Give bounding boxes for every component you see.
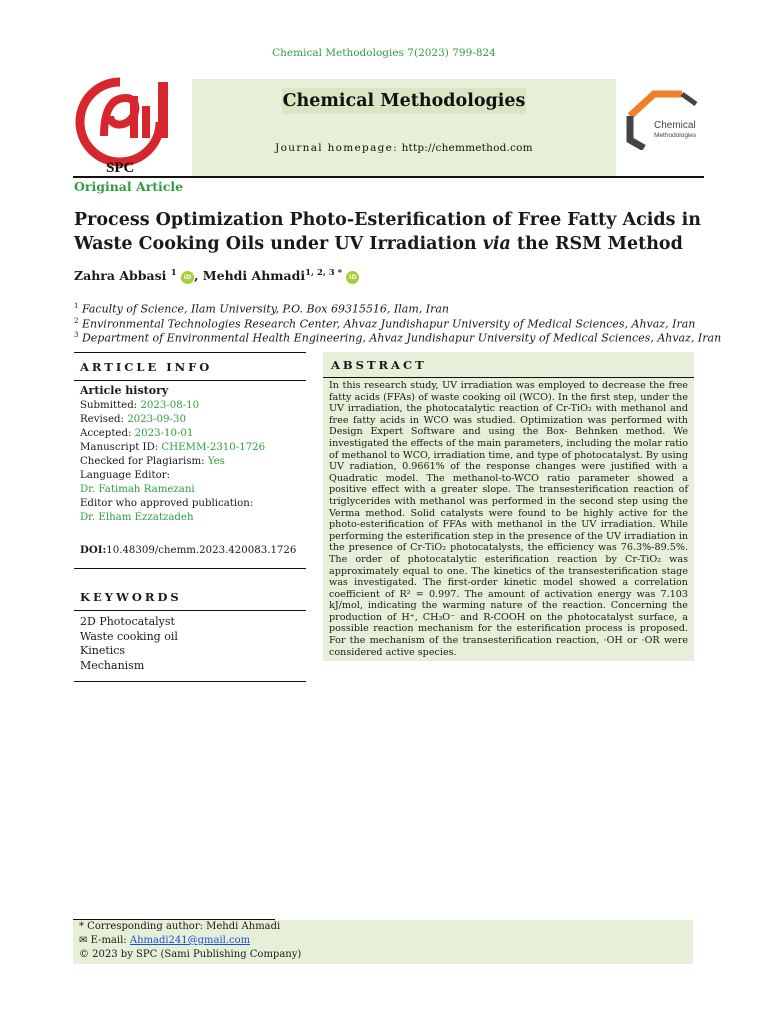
affiliation: $^1$ Faculty of Science, Ilam University, P.O. Box 69315516, Ilam, Iran	[74, 302, 450, 316]
journal-homepage	[192, 142, 616, 154]
keyword: Mechanism	[80, 658, 145, 672]
abstract-line: photo-esterification of FFAs with methanol in the UV irradiation. While	[329, 519, 688, 531]
abstract-line: For the mechanism of the transesterification reaction, ·OH or ·OR were	[329, 635, 688, 647]
abstract-line: triglycerides with methanol was performed in the second step using the	[329, 495, 688, 507]
abstract-line: considered active species.	[329, 646, 457, 658]
abstract-heading: ABSTRACT	[323, 352, 694, 377]
homepage-label: Journal homepage:	[275, 142, 399, 154]
keyword: Waste cooking oil	[80, 629, 178, 643]
keyword: Kinetics	[80, 644, 126, 657]
abstract-line: production of H⁺, CH₃O⁻ and R-COOH on the photocatalyst surface, a	[329, 611, 688, 623]
email-line: ✉ E-mail: Ahmadi241@gmail.com	[79, 935, 251, 946]
abstract-line: positive effect with a greater slope. The transesterification reaction of	[329, 484, 688, 496]
accepted-date: Accepted: 2023-10-01	[80, 428, 194, 439]
article-type: Original Article	[74, 179, 184, 194]
abstract-line: was investigated. The first-order kinetic model showed a correlation	[329, 577, 688, 589]
homepage-url[interactable]: http://chemmethod.com	[401, 142, 533, 154]
spc-logo	[74, 76, 178, 176]
divider	[74, 568, 306, 569]
abstract-line: UV radiation, 0.9661% of the response changes were justified with a	[329, 461, 688, 473]
divider	[74, 681, 306, 682]
affiliation: $^3$ Department of Environmental Health Engineering, Ahvaz Jundishapur University of Medical Sciences, Ahvaz, Iran	[74, 331, 722, 345]
submitted-date: Submitted: 2023-08-10	[80, 400, 200, 411]
language-editor: Dr. Fatimah Ramezani	[80, 484, 195, 495]
abstract-line: The order of photocatalytic esterification reaction by Cr-TiO₂ was	[329, 553, 688, 565]
abstract-line: coefficient of R² = 0.997. The amount of activation energy was 7.103	[329, 588, 688, 600]
plagiarism-check: Checked for Plagiarism: Yes	[80, 456, 225, 467]
orcid-icon[interactable]: iD	[346, 271, 359, 284]
orcid-icon[interactable]: iD	[181, 271, 194, 284]
abstract-line: kJ/mol, indicating the warming nature of the reaction. Concerning the	[329, 600, 688, 612]
affiliation: $^2$ Environmental Technologies Research Center, Ahvaz Jundishapur University of Medical Sciences, Ahvaz, Iran	[74, 317, 696, 331]
abstract-line: the presence of Cr-TiO₂ photocatalysts, the efficiency was 76.3%-89.5%.	[329, 542, 688, 554]
title-line-2: Waste Cooking Oils under UV Irradiation via the RSM Method	[74, 234, 683, 254]
svg-text:Methodologies: Methodologies	[654, 132, 697, 139]
author-name: Zahra Abbasi	[74, 268, 167, 284]
abstract-line: Quadratic model. The methanol-to-WCO ratio parameter showed a	[329, 472, 688, 484]
keywords-list	[74, 611, 306, 681]
doi[interactable]: DOI:10.48309/chemm.2023.420083.1726	[80, 544, 297, 556]
abstract-line: In this research study, UV irradiation was employed to decrease the free	[329, 380, 688, 391]
divider	[74, 380, 306, 381]
article-history	[74, 384, 306, 558]
author-list: Zahra Abbasi $^1$ iD , Mehdi Ahmadi$^{1, 2, 3 *}$ iD	[74, 268, 359, 284]
chemical-methodologies-logo	[624, 90, 708, 150]
abstract-line: UV irradiation, the photocatalytic reaction of Cr-TiO₂ with methanol and	[329, 403, 688, 415]
abstract-line: Design Expert Software and using the Box- Behnken method. We	[329, 426, 688, 438]
abstract-line: possible reaction mechanism for the esterification process is proposed.	[329, 623, 688, 635]
article-title	[74, 208, 701, 256]
abstract-text	[323, 378, 694, 661]
abstract-line: free fatty acids in WCO was studied. Optimization was performed with	[329, 414, 688, 426]
header-rule	[73, 176, 704, 178]
approving-editor-label: Editor who approved publication:	[80, 498, 254, 509]
manuscript-id: Manuscript ID: CHEMM-2310-1726	[80, 442, 266, 453]
corresponding-author: * Corresponding author: Mehdi Ahmadi	[79, 921, 281, 932]
title-line-1: Process Optimization Photo-Esterification of Free Fatty Acids in	[74, 210, 701, 230]
article-info-panel	[74, 352, 306, 682]
author-name: Mehdi Ahmadi	[202, 268, 306, 284]
abstract-line: performing the esterification step in the presence of the UV irradiation in	[329, 530, 689, 542]
copyright: © 2023 by SPC (Sami Publishing Company)	[79, 949, 302, 960]
svg-text:Chemical: Chemical	[654, 120, 696, 131]
corresponding-author-footnote	[73, 920, 693, 964]
abstract-line: approximately equal to one. The kinetics of the transesterification stage	[329, 565, 688, 577]
article-history-heading: Article history	[80, 384, 169, 397]
abstract-line: of methanol to WCO, irradiation time, and type of photocatalyst. By using	[329, 449, 688, 461]
abstract-line: investigated the effects of the main parameters, including the molar ratio	[329, 437, 688, 449]
author-affiliation-ref: 1	[170, 268, 177, 278]
journal-name: Chemical Methodologies	[282, 88, 526, 114]
author-affiliation-ref: 1, 2, 3 *	[305, 268, 343, 278]
language-editor-label: Language Editor:	[80, 470, 171, 481]
abstract-panel	[323, 352, 694, 661]
keyword: 2D Photocatalyst	[80, 615, 175, 628]
abstract-line: fatty acids (FFAs) of waste cooking oil (WCO). In the first step, under the	[329, 391, 688, 403]
envelope-icon: ✉	[79, 935, 88, 946]
svg-text:SPC: SPC	[106, 160, 135, 176]
journal-citation: Chemical Methodologies 7(2023) 799-824	[272, 47, 496, 59]
approving-editor: Dr. Elham Ezzatzadeh	[80, 512, 194, 523]
keywords-heading: KEYWORDS	[80, 590, 182, 604]
revised-date: Revised: 2023-09-30	[80, 414, 186, 425]
abstract-line: Verma method. Solid catalysts were found to be highly active for the	[329, 507, 688, 519]
article-info-heading: ARTICLE INFO	[80, 360, 213, 374]
email-link[interactable]: Ahmadi241@gmail.com	[129, 935, 251, 946]
